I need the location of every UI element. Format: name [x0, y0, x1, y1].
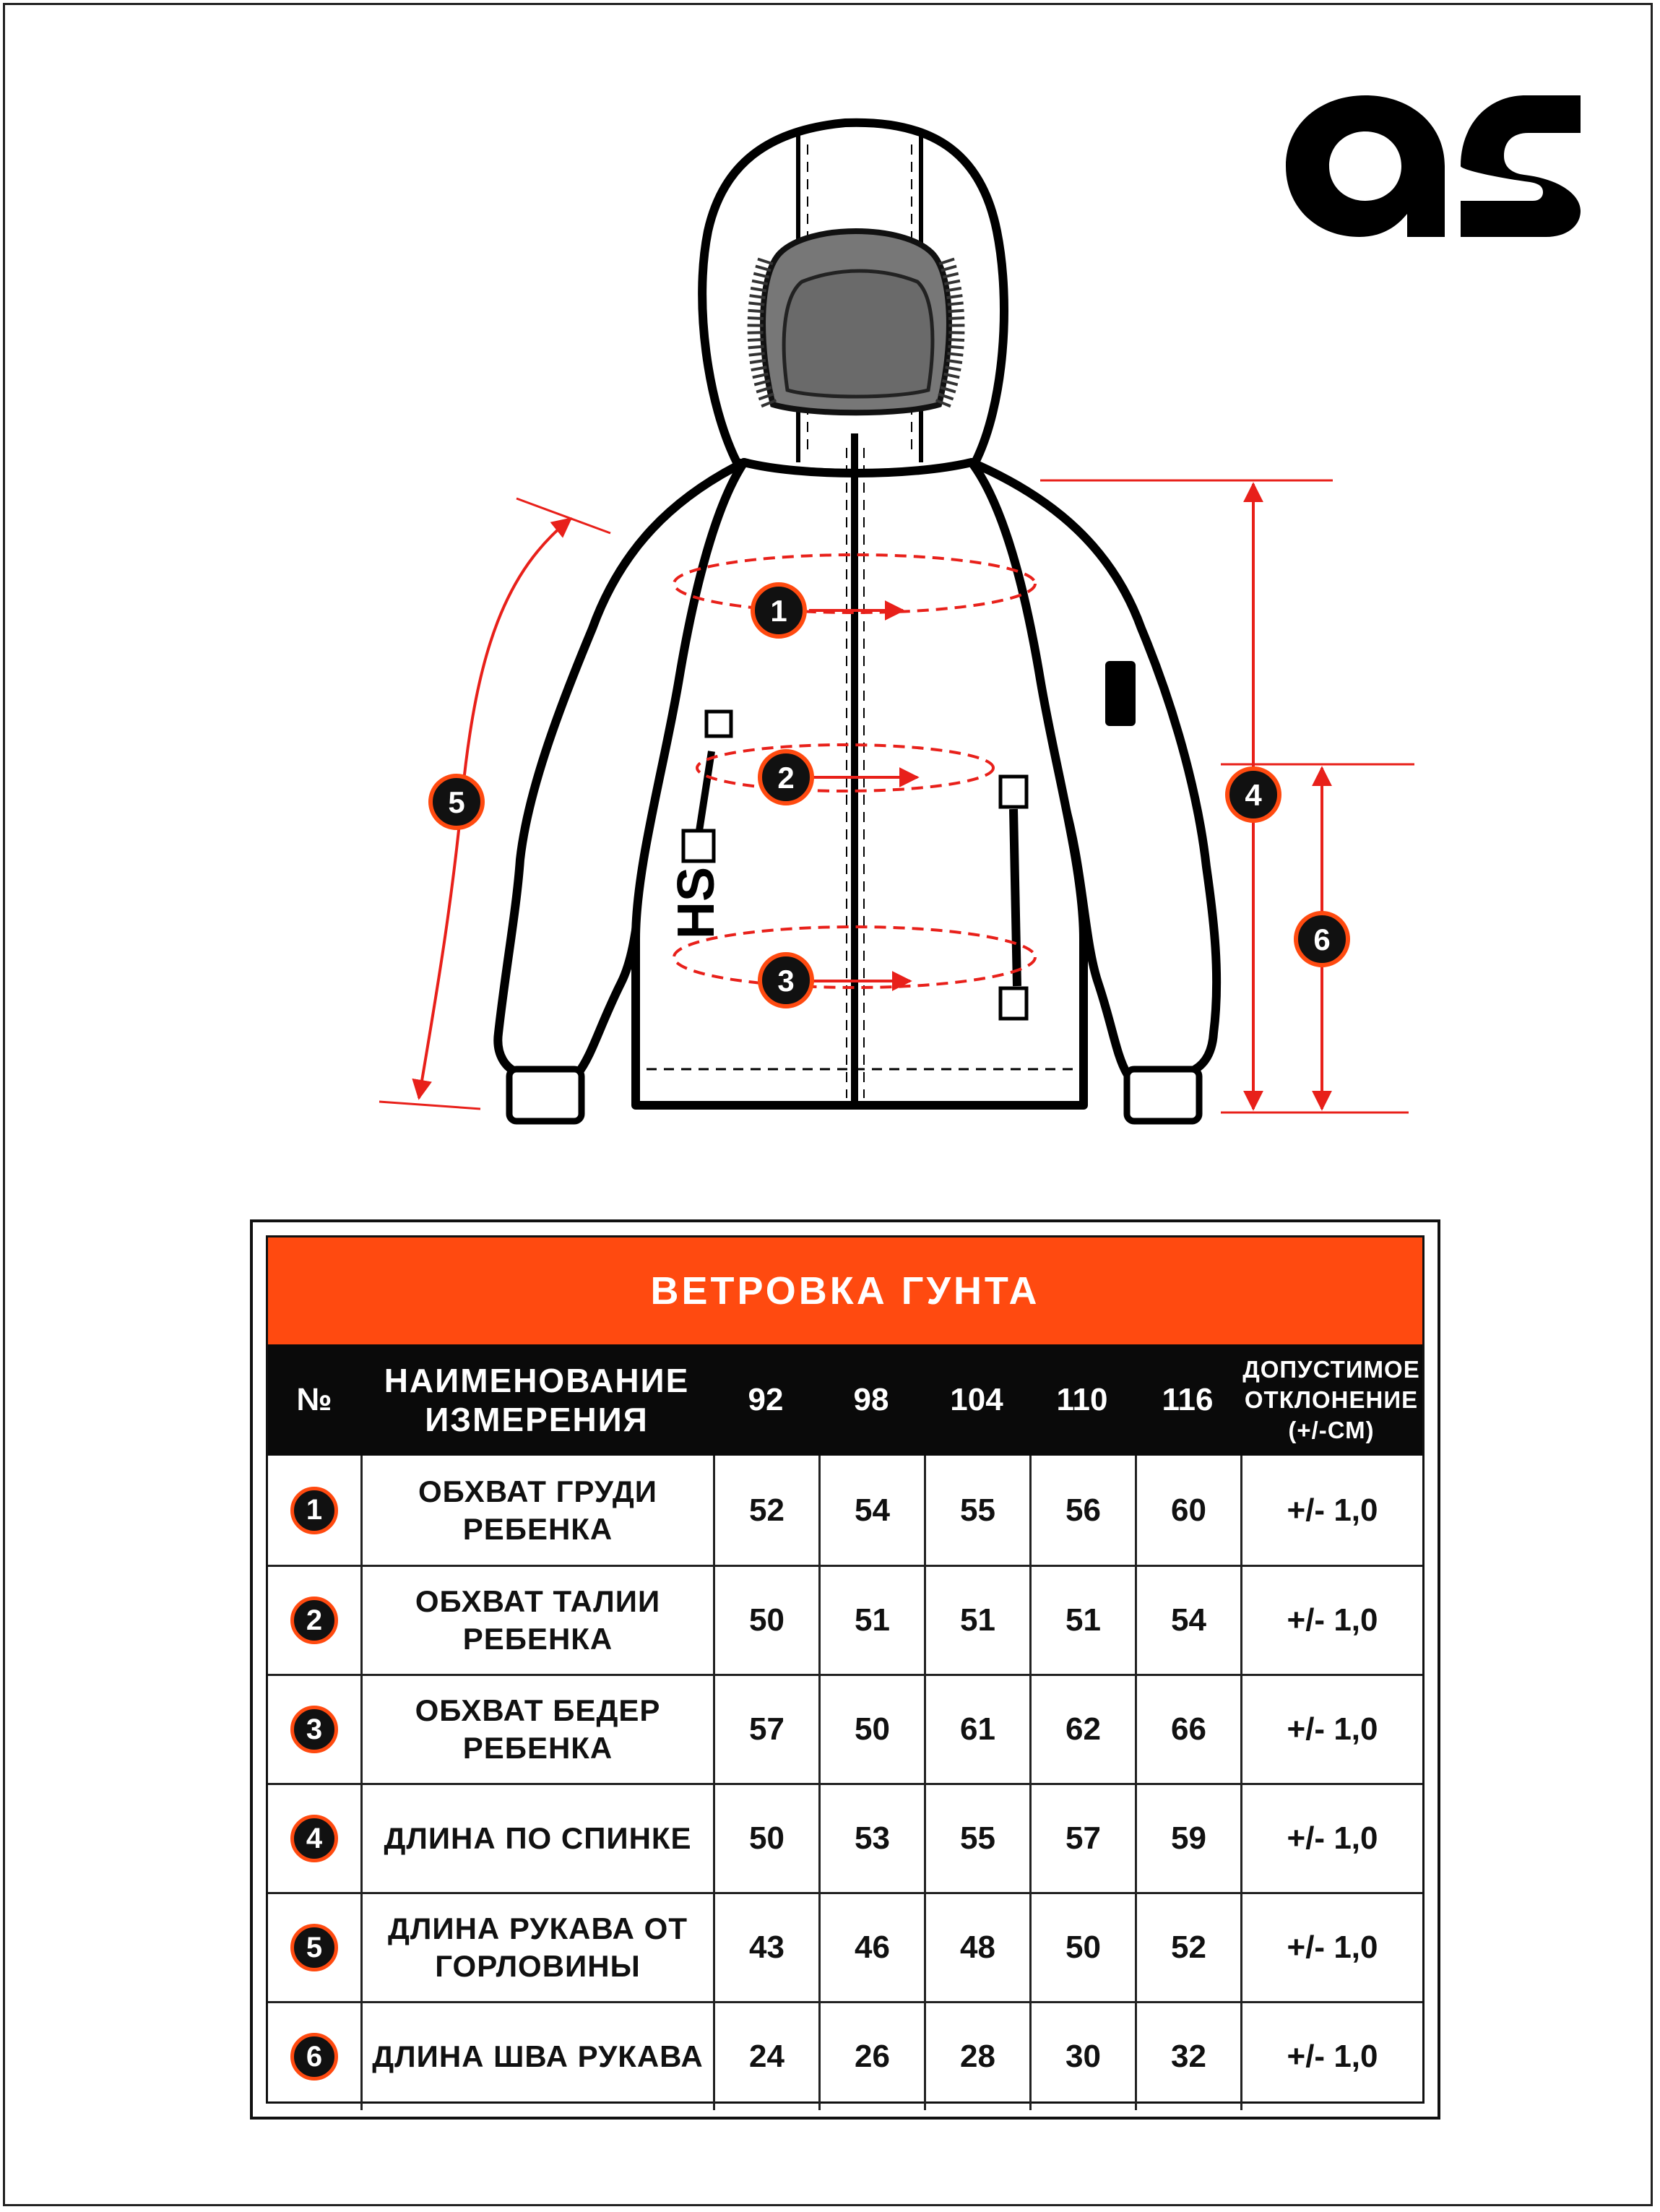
callout-1	[753, 584, 805, 636]
value-104: 61	[924, 1676, 1029, 1783]
value-98: 46	[818, 1894, 924, 2001]
header-size-92: 92	[748, 1382, 784, 1417]
svg-text:4: 4	[1245, 778, 1262, 812]
callout-4	[1227, 769, 1279, 821]
value-98: 26	[818, 2003, 924, 2110]
table-body	[268, 1456, 1422, 2101]
chest-logo: HS	[667, 866, 725, 939]
value-92: 24	[713, 2003, 818, 2110]
value-110: 62	[1029, 1676, 1135, 1783]
size-table	[250, 1219, 1440, 2120]
svg-text:6: 6	[1313, 923, 1331, 956]
value-116: 59	[1135, 1785, 1240, 1892]
size-table-inner	[266, 1235, 1425, 2104]
value-92: 52	[713, 1456, 818, 1565]
table-row	[268, 1565, 1422, 1674]
row-number-badge: 2	[290, 1597, 338, 1644]
svg-text:1: 1	[770, 594, 787, 628]
value-110: 30	[1029, 2003, 1135, 2110]
header-number: №	[296, 1382, 332, 1417]
header-size-98: 98	[853, 1382, 889, 1417]
value-116: 60	[1135, 1456, 1240, 1565]
row-number-badge: 4	[290, 1815, 338, 1862]
callout-2	[760, 751, 812, 803]
tolerance-value: +/- 1,0	[1240, 1456, 1422, 1565]
value-104: 55	[924, 1785, 1029, 1892]
table-row	[268, 1456, 1422, 1565]
callout-5	[431, 776, 483, 828]
value-110: 51	[1029, 1567, 1135, 1674]
tolerance-value: +/- 1,0	[1240, 1894, 1422, 2001]
value-104: 28	[924, 2003, 1029, 2110]
table-row	[268, 1674, 1422, 1783]
table-row	[268, 1783, 1422, 1892]
value-110: 56	[1029, 1456, 1135, 1565]
table-title: ВЕТРОВКА ГУНТА	[268, 1237, 1422, 1344]
value-116: 54	[1135, 1567, 1240, 1674]
measurement-name: ОБХВАТ ГРУДИ РЕБЕНКА	[360, 1456, 713, 1565]
tolerance-value: +/- 1,0	[1240, 1676, 1422, 1783]
header-name: НАИМЕНОВАНИЕ ИЗМЕРЕНИЯ	[384, 1362, 690, 1438]
value-98: 50	[818, 1676, 924, 1783]
svg-text:5: 5	[448, 785, 465, 819]
tolerance-value: +/- 1,0	[1240, 2003, 1422, 2110]
value-116: 52	[1135, 1894, 1240, 2001]
row-number-badge: 1	[290, 1487, 338, 1534]
value-104: 55	[924, 1456, 1029, 1565]
table-row	[268, 2001, 1422, 2110]
value-104: 51	[924, 1567, 1029, 1674]
tolerance-value: +/- 1,0	[1240, 1785, 1422, 1892]
measurement-name: ДЛИНА РУКАВА ОТ ГОРЛОВИНЫ	[360, 1894, 713, 2001]
table-header-row	[268, 1344, 1422, 1456]
value-98: 53	[818, 1785, 924, 1892]
value-116: 32	[1135, 2003, 1240, 2110]
value-92: 43	[713, 1894, 818, 2001]
value-98: 54	[818, 1456, 924, 1565]
measurement-name: ОБХВАТ ТАЛИИ РЕБЕНКА	[360, 1567, 713, 1674]
value-110: 57	[1029, 1785, 1135, 1892]
measurement-name: ДЛИНА ШВА РУКАВА	[360, 2003, 713, 2110]
header-size-116: 116	[1162, 1382, 1214, 1417]
row-number-badge: 3	[290, 1706, 338, 1753]
header-size-110: 110	[1056, 1382, 1108, 1417]
tolerance-value: +/- 1,0	[1240, 1567, 1422, 1674]
value-110: 50	[1029, 1894, 1135, 2001]
row-number-badge: 6	[290, 2033, 338, 2081]
value-92: 50	[713, 1567, 818, 1674]
table-row	[268, 1892, 1422, 2001]
value-116: 66	[1135, 1676, 1240, 1783]
callout-3	[760, 954, 812, 1006]
value-92: 50	[713, 1785, 818, 1892]
value-104: 48	[924, 1894, 1029, 2001]
value-92: 57	[713, 1676, 818, 1783]
value-98: 51	[818, 1567, 924, 1674]
measurement-name: ОБХВАТ БЕДЕР РЕБЕНКА	[360, 1676, 713, 1783]
measurement-name: ДЛИНА ПО СПИНКЕ	[360, 1785, 713, 1892]
svg-text:3: 3	[777, 964, 795, 998]
row-number-badge: 5	[290, 1924, 338, 1971]
header-tolerance: ДОПУСТИМОЕ ОТКЛОНЕНИЕ (+/-СМ)	[1242, 1356, 1420, 1443]
callout-6	[1296, 913, 1348, 965]
header-size-104: 104	[950, 1382, 1003, 1417]
svg-text:2: 2	[777, 761, 795, 795]
